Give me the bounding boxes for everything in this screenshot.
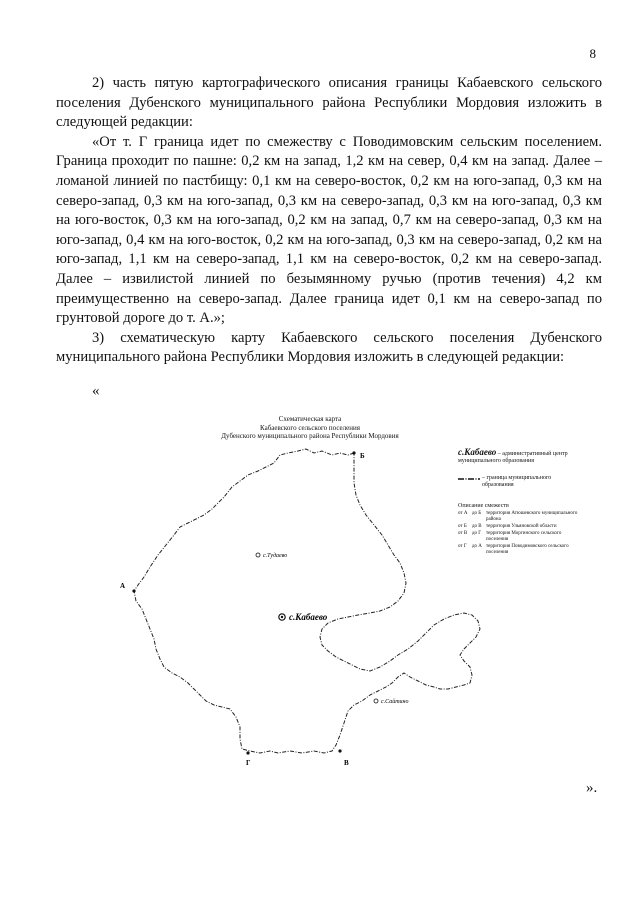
settlement-label-kabaevo: с.Кабаево (289, 612, 328, 622)
admin-center-icon-dot (281, 616, 283, 618)
adjacency-to: до Г (472, 531, 482, 536)
map-title-line: Схематическая карта (278, 415, 342, 423)
point-a-label: А (120, 582, 126, 590)
adjacency-description: территория Поводимовского сельского поселения (486, 544, 569, 555)
legend-center-description: – административный центр муниципального образования (458, 451, 568, 464)
legend-center-name: с.Кабаево (458, 447, 497, 457)
page-number: 8 (589, 46, 596, 61)
adjacency-row (458, 544, 584, 556)
adjacency-from: от Г (458, 544, 467, 549)
legend-boundary (458, 475, 584, 489)
adjacency-row (458, 531, 584, 543)
map-legend (458, 449, 584, 556)
village-icon (256, 553, 260, 557)
body-text (56, 74, 602, 368)
paragraph-section-3: 3) схематическую карту Кабаевского сельского поселения Дубенского муниципального района Республики Мордовия изложить в следующей редакции: (56, 329, 602, 366)
point-b-marker (352, 451, 355, 454)
point-g-label: Г (246, 759, 251, 767)
point-a-marker (132, 589, 135, 592)
closing-quote: ». (586, 780, 598, 796)
adjacency-from: от А (458, 511, 468, 516)
opening-quote: « (92, 383, 100, 399)
adjacency-description: территория Моргинского сельского поселения (486, 531, 562, 542)
village-icon (374, 699, 378, 703)
adjacency-from: от В (458, 531, 468, 536)
point-v-marker (338, 749, 341, 752)
adjacency-description: территория Ульяновской области (486, 524, 557, 529)
adjacency-row (458, 524, 584, 530)
adjacency-row (458, 511, 584, 523)
paragraph-boundary-description: «От т. Г граница идет по смежеству с Поводимовским сельским поселением. Граница проходит по пашне: 0,2 км на запад, 1,2 км на север, 0,4 км на запад. Далее – ломаной линией по пастбищу: 0,1 км на северо-восток, 0,2 км на юго-запад, 0,3 км на северо-запад, 0,3 км на юго-запад, 0,3 км на северо-запад, 0,3 км на юго-запад, 0,3 км на юго-восток, 0,3 км на юго-запад, 0,2 км на запад, 0,7 км на северо-запад, 0,3 км на юго-запад, 0,4 км на юго-восток, 0,2 км на юго-запад, 0,3 км на северо-запад, 0,2 км на юго-запад, 1,1 км на северо-запад, 1,1 км на северо-восток, 0,2 км на северо-запад. Далее – извилистой линией по безымянному ручью (против течения) 4,2 км преимущественно на северо-запад. Далее граница идет 0,1 км на северо-запад по грунтовой дороге до т. А.»; (56, 133, 602, 327)
adjacency-to: до В (472, 524, 482, 529)
settlement-boundary (134, 449, 480, 753)
schematic-map (108, 405, 588, 777)
settlement-label-seitkino: с.Сайтино (381, 699, 409, 705)
adjacency-to: до А (472, 544, 482, 549)
adjacency-to: до Б (472, 511, 482, 516)
boundary-line-icon (458, 477, 480, 481)
point-g-marker (246, 751, 249, 754)
paragraph-section-2: 2) часть пятую картографического описания границы Кабаевского сельского поселения Дубенского муниципального района Республики Мордовия изложить в следующей редакции: (56, 75, 602, 131)
point-b-label: Б (360, 452, 365, 460)
legend-admin-center (458, 449, 584, 465)
point-v-label: В (344, 759, 349, 767)
map-title-line: Кабаевского сельского поселения (260, 423, 360, 432)
adjacency-description: территория Атюшевского муниципального района (486, 511, 578, 522)
legend-boundary-description: – граница муниципального образования (482, 475, 552, 488)
settlement-label-tudaevo: с.Тудаево (263, 553, 288, 559)
map-title-line: Дубенского муниципального района Республики Мордовия (221, 432, 399, 440)
adjacency-from: от Б (458, 524, 467, 529)
adjacency-title: Описание смежеств (458, 503, 509, 509)
